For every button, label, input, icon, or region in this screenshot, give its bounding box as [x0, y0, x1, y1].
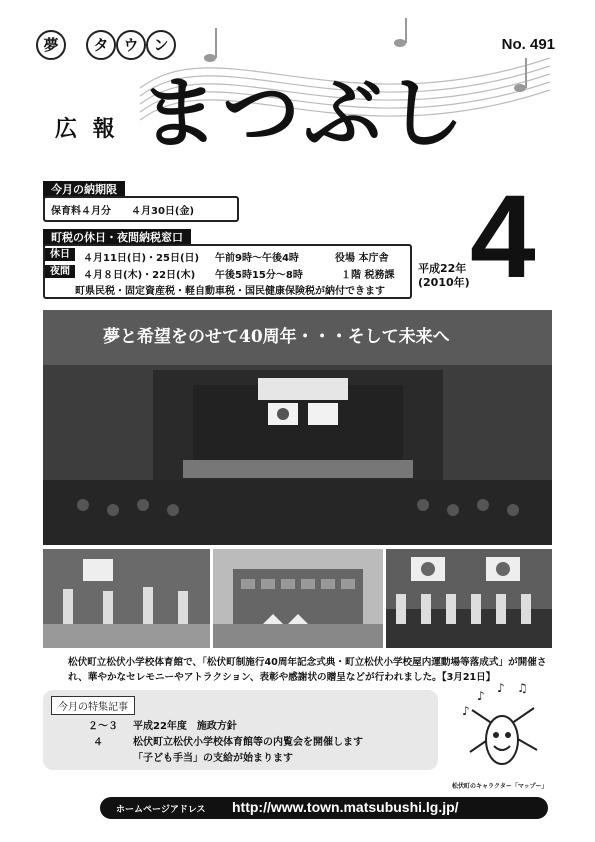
- homepage-label: ホームページアドレス: [116, 805, 206, 815]
- night-time: 午後5時15分〜8時: [215, 270, 303, 281]
- stage-performance-illustration: [43, 549, 210, 648]
- year-western: (2010年): [418, 276, 470, 289]
- office-place-2: １階 税務課: [341, 270, 395, 281]
- night-dates: ４月８日(木)・22日(木): [83, 270, 196, 281]
- photo-band-performance: [386, 549, 552, 648]
- gymnasium-exterior-illustration: [213, 549, 383, 648]
- svg-text:♪: ♪: [462, 704, 470, 718]
- holiday-dates: ４月11日(日)・25日(日): [83, 253, 200, 264]
- svg-text:♫: ♫: [517, 681, 528, 695]
- mascot-mappu-icon: [452, 680, 552, 785]
- feature-title-2: 松伏町立松伏小学校体育館等の内覧会を開催します: [133, 737, 363, 748]
- publication-title: まつぶし: [140, 68, 469, 159]
- homepage-footer: [100, 797, 548, 819]
- feature-title-3: 「子ども手当」の支給が始まります: [133, 753, 293, 764]
- year-era: 平成22年: [418, 262, 467, 275]
- svg-text:♪: ♪: [497, 681, 505, 695]
- homepage-url-link[interactable]: http://www.town.matsubushi.lg.jp/: [232, 799, 459, 815]
- holiday-box: [43, 244, 412, 299]
- logo-mark-n: ン: [146, 30, 176, 60]
- main-ceremony-photo: [43, 310, 552, 545]
- photo-caption: 松伏町立松伏小学校体育館で、「松伏町制施行40周年記念式典・町立松伏小学校屋内運動場等落成式」が開催され、華やかなセレモニーやアトラクション、表彰や感謝状の贈呈などが行われました。【3月21日】: [68, 657, 547, 683]
- photo-banner-text: 夢と希望をのせて40周年・・・そして未来へ: [103, 327, 450, 347]
- logo-mark-u: ウ: [116, 30, 146, 60]
- deadline-box: [43, 196, 239, 222]
- photo-stage-performance: [43, 549, 210, 648]
- payable-taxes-note: 町県民税・固定資産税・軽自動車税・国民健康保険税が納付できます: [75, 286, 385, 297]
- mascot-caption: 松伏町のキャラクター「マップー」: [452, 783, 548, 790]
- logo-mark-yume: 夢: [36, 30, 66, 60]
- night-tag: 夜間: [45, 265, 75, 278]
- logo-mark-ta: タ: [86, 30, 116, 60]
- feature-label: 今月の特集記事: [51, 696, 135, 715]
- band-performance-illustration: [386, 549, 552, 648]
- svg-text:♪: ♪: [477, 689, 485, 703]
- photo-gymnasium-exterior: [213, 549, 383, 648]
- koho-label: 広 報: [55, 117, 119, 142]
- feature-page-1: ２〜３: [88, 721, 118, 732]
- deadline-label: 今月の納期限: [43, 181, 125, 199]
- holiday-time: 午前9時〜午後4時: [215, 253, 299, 264]
- holiday-tag: 休日: [45, 248, 75, 261]
- feature-articles-box: [43, 690, 438, 770]
- issue-number: No. 491: [501, 36, 555, 53]
- deadline-line: 保育料４月分 ４月30日(金): [51, 206, 195, 217]
- holiday-label: 町税の休日・夜間納税窓口: [43, 229, 191, 247]
- feature-page-2: ４: [93, 737, 103, 748]
- issue-year: [418, 262, 470, 290]
- issue-month: 4: [470, 171, 536, 303]
- office-place-1: 役場 本庁舎: [335, 253, 389, 264]
- feature-title-1: 平成22年度 施政方針: [133, 721, 237, 732]
